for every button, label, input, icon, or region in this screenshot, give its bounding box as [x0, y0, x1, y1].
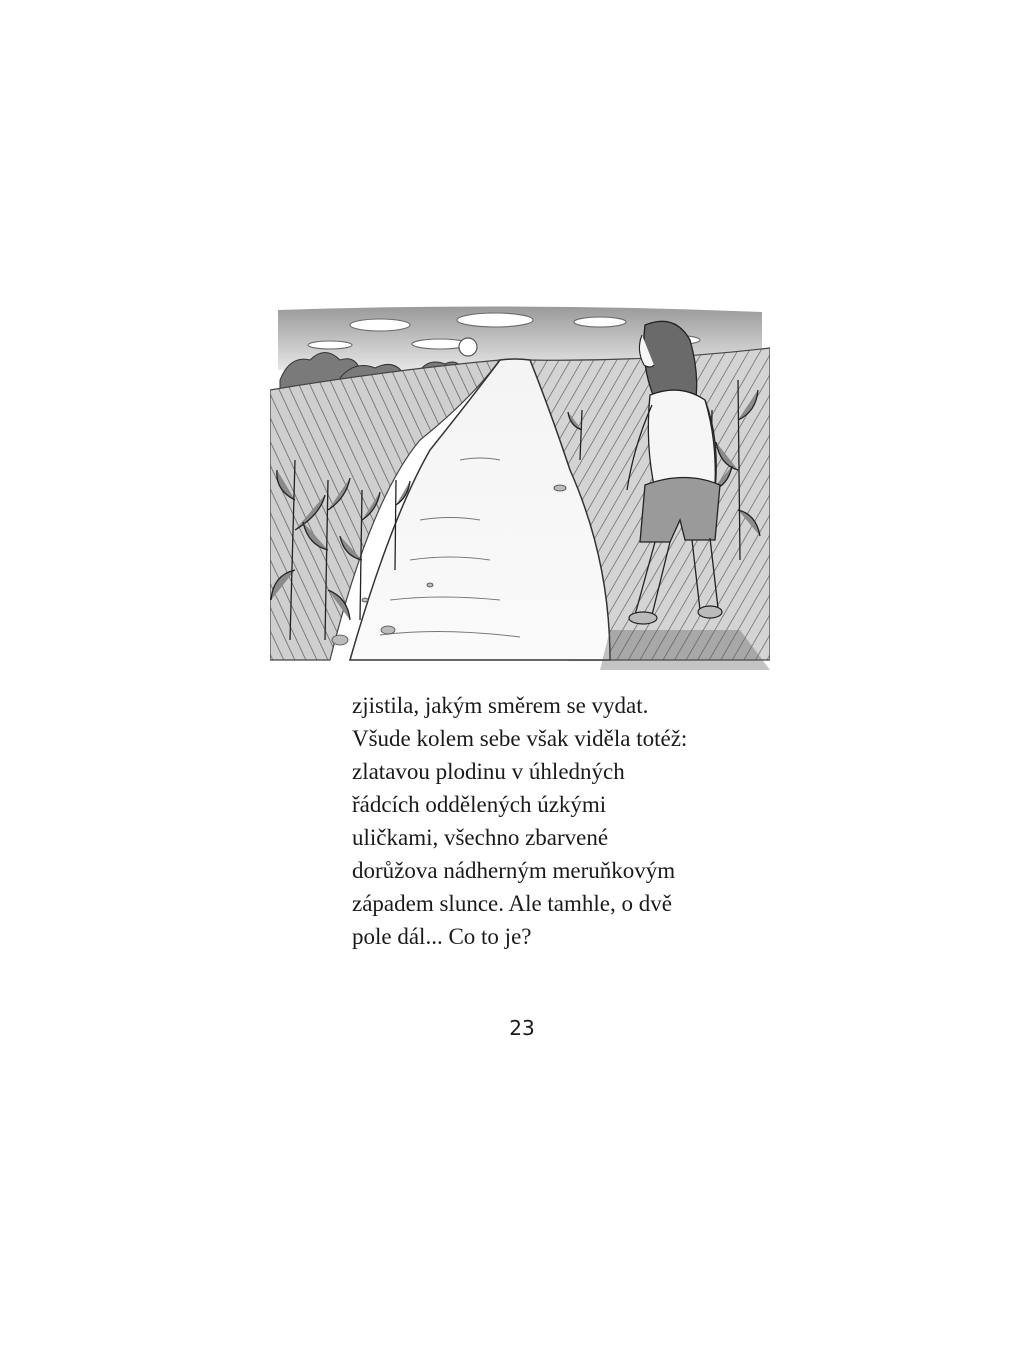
body-text [352, 689, 732, 953]
sun [459, 338, 477, 356]
body-line: řádcích oddělených úzkými [352, 792, 607, 817]
body-line: dorůžova nádherným meruňkovým [352, 858, 676, 883]
body-line: pole dál... Co to je? [352, 924, 532, 949]
body-line: zjistila, jakým směrem se vydat. [352, 693, 649, 718]
body-line: uličkami, všechno zbarvené [352, 825, 609, 850]
page-number: 23 [509, 1016, 535, 1040]
body-line: západem slunce. Ale tamhle, o dvě [352, 891, 672, 916]
body-line: zlatavou plodinu v úhledných [352, 759, 625, 784]
body-line: Všude kolem sebe však viděla totéž: [352, 726, 688, 751]
illustration-girl-on-field-path [270, 300, 770, 670]
